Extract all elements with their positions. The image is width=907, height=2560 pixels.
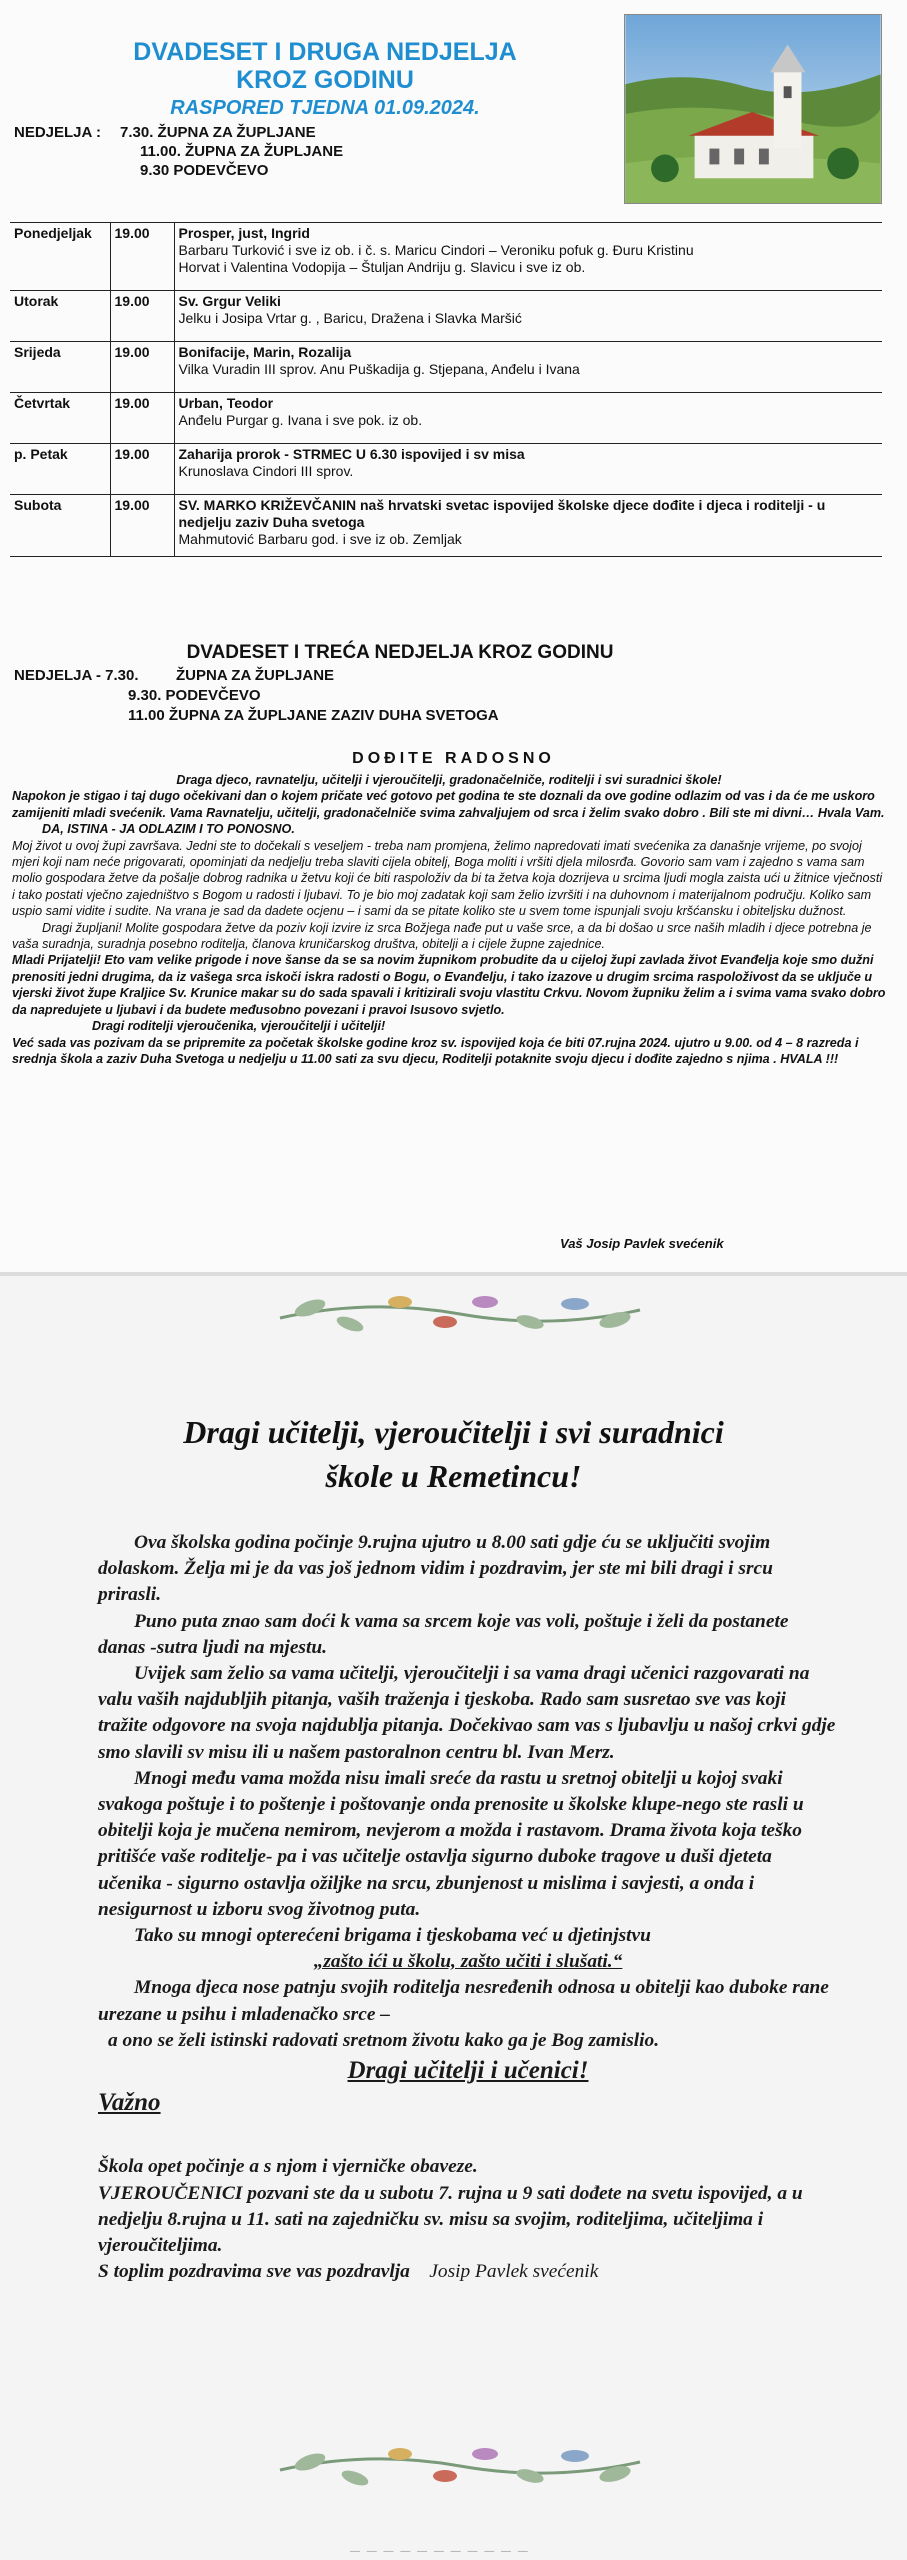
table-row (10, 290, 882, 341)
letter2-title-line-2: škole u Remetincu! (325, 1458, 582, 1494)
next-week-mass-row (14, 666, 334, 685)
saints-of-day: SV. MARKO KRIŽEVČANIN naš hrvatski svetac ispovijed školske djece dođite i djeca i roditelji - u nedjelju zaziv Duha svetoga (178, 496, 826, 530)
saints-of-day: Prosper, just, Ingrid (178, 224, 310, 241)
letter2-signature: Josip Pavlek svećenik (429, 2261, 599, 2283)
mass-intention: Horvat i Valentina Vodopija – Štuljan Andriju g. Slavicu i sve iz ob. (178, 258, 586, 275)
header-title-line-2: KROZ GODINU (236, 66, 414, 94)
time-cell: 19.00 (110, 341, 174, 392)
farewell-letter (12, 772, 886, 1067)
letter-paragraph: Već sada vas pozivam da se pripremite za početak školske godine kroz sv. ispovijed koja će biti 07.rujna 2024. ujutro u 9.00. od 4 – 8 razreda i srednja škola a zaziv Duha Svetoga u nedjelju u 11.00 sati za svu djecu, Roditelji potaknite svoju djecu i dođite zajedno s njima . HVALA !!! (12, 1035, 859, 1066)
table-row (10, 443, 882, 494)
sunday-label: NEDJELJA : (14, 124, 101, 141)
intentions-cell (174, 341, 882, 392)
weekly-schedule-table (10, 204, 882, 557)
letter-paragraph: Tako su mnogi opterećeni brigama i tjeskobama već u djetinjstvu (134, 1925, 651, 1947)
intentions-cell (174, 290, 882, 341)
letter-paragraph: Dragi roditelji vjeroučenika, vjeroučitelji i učitelji! (92, 1019, 386, 1034)
time-cell: 19.00 (110, 443, 174, 494)
next-week-label: NEDJELJA - 7.30. (14, 667, 139, 684)
letter-paragraph: a ono se želi istinski radovati sretnom životu kako ga je Bog zamislio. (108, 2029, 660, 2051)
sunday-mass-3: 9.30 PODEVČEVO (140, 162, 269, 179)
saints-of-day: Zaharija prorok - STRMEC U 6.30 ispovijed i sv misa (178, 445, 525, 462)
intentions-cell (174, 494, 882, 556)
closing-text: S toplim pozdravima sve vas pozdravlja (98, 2261, 410, 2283)
letter-signature: Vaš Josip Pavlek svećenik (560, 1236, 724, 1251)
letter-paragraph: Napokon je stigao i taj dugo očekivani dan o kojem pričate već gotovo pet godina te ste doznali da ove godine odlazim od vas i da će me uskoro zamijeniti mladi svećenik. Vama Ravnatelju, učitelji, gradonačelniče svima zahvaljujem od srca i želim svako dobro . Bili ste mi divni… Hvala Vam. (12, 789, 885, 820)
letter-paragraph: Mnogi među vama možda nisu imali sreće da rastu u sretnoj obitelji u kojoj svaki svakoga poštuje i to poštenje i poštovanje onda prenosite u školske klupe-nego ste rasli u obitelji koja je mučena nemirom, nevjerom a možda i rastavom. Drama života koja teško pritišće vaše roditelje- pa i vas učitelje ostavlja sigurno duboke tragove u duši djeteta učenika - sigurno ostavlja ožiljke na srcu, zbunjenost u mislima i savjesti, a onda i nesigurnost u izboru svog životnog puta. (98, 1767, 804, 1920)
intentions-cell (174, 443, 882, 494)
sunday-mass-row (14, 123, 316, 142)
sunday-mass-1: 7.30. ŽUPNA ZA ŽUPLJANE (120, 124, 316, 141)
letter-salutation: Dragi učitelji i učenici! (347, 2057, 589, 2085)
next-week-mass-3: 11.00 ŽUPNA ZA ŽUPLJANE ZAZIV DUHA SVETOGA (128, 707, 499, 724)
letter-paragraph: Škola opet počinje a s njom i vjerničke obaveze. (98, 2156, 478, 2178)
mass-intention: Barbaru Turković i sve iz ob. i č. s. Maricu Cindori – Veroniku pofuk g. Đuru Kristinu (178, 241, 694, 258)
table-row (10, 222, 882, 290)
letter-paragraph: DA, ISTINA - JA ODLAZIM I TO PONOSNO. (42, 822, 295, 837)
day-cell: Ponedjeljak (10, 222, 110, 290)
letter-greeting: Draga djeco, ravnatelju, učitelji i vjeroučitelji, gradonačelniče, roditelji i svi suradnici škole! (176, 773, 722, 787)
saints-of-day: Urban, Teodor (178, 394, 274, 411)
letter-paragraph: Mnoga djeca nose patnju svojih roditelja nesređenih odnosa u obitelji kao duboke rane urezane u psihu i mladenačko srce – (98, 1977, 829, 2025)
floral-ornament-icon (270, 2440, 650, 2492)
time-cell: 19.00 (110, 222, 174, 290)
mass-intention: Krunoslava Cindori III sprov. (178, 462, 354, 479)
mass-intention: Jelku i Josipa Vrtar g. , Baricu, Dražena i Slavka Maršić (178, 309, 522, 326)
letter-paragraph: Puno puta znao sam doći k vama sa srcem koje vas voli, poštuje i želi da postanete danas -sutra ljudi na mjestu. (98, 1610, 789, 1658)
header-schedule-date: RASPORED TJEDNA 01.09.2024. (170, 97, 480, 119)
mass-intention: Mahmutović Barbaru god. i sve iz ob. Zemljak (178, 530, 462, 547)
letter-paragraph: Moj život u ovoj župi završava. Jedni ste to dočekali s veseljem - treba nam promjena, želimo napredovati imati svećenika za današnje vrijeme, po svojoj mjeri koji nam neće prigovarati, opominjati da nedjelju treba slaviti cijela obitelj, Boga moliti i vršiti djela milosrđa. Govorio sam vam i zajedno s vama sam molio gospodara žetve da pošalje dobrog radnika u žetvu koji će biti raspoloživ da bi ta žetva koja dozrijeva u srcima ljudi mogla zaista ući u žitnice vječnosti i tako postati vječno zajedništvo s Bogom u radosti i ljubavi. To je bio moj zadatak koji sam želio izvršiti i na duhovnom i materijalnom području. Koliko sam uspio sami vidite i sudite. Na vrana je sad da dadete ocjenu – i sami da se pitate koliko ste u svem tome ispunjali svoju kršćansku i obiteljsku dužnost. (12, 838, 883, 919)
time-cell: 19.00 (110, 494, 174, 556)
sunday-mass-2: 11.00. ŽUPNA ZA ŽUPLJANE (140, 143, 344, 160)
day-cell: Četvrtak (10, 392, 110, 443)
bulletin-page-1 (0, 0, 907, 1272)
table-row (10, 341, 882, 392)
next-week-mass-2: 9.30. PODEVČEVO (128, 687, 261, 704)
letter-paragraph: VJEROUČENICI pozvani ste da u subotu 7. rujna u 9 sati dođete na svetu ispovijed, a u nedjelju 8.rujna u 11. sati na zajedničku sv. misu sa svojim, roditeljima, učiteljima i vjeroučiteljima. (98, 2182, 803, 2257)
letter-closing (98, 2259, 838, 2285)
header-title-line-1: DVADESET I DRUGA NEDJELJA (133, 38, 517, 66)
mass-intention: Anđelu Purgar g. Ivana i sve pok. iz ob. (178, 411, 423, 428)
saints-of-day: Sv. Grgur Veliki (178, 292, 281, 309)
important-heading: Važno (98, 2089, 161, 2117)
letter-paragraph: Ova školska godina počinje 9.rujna ujutro u 8.00 sati gdje ću se uključiti svojim dolaskom. Želja mi je da vas još jednom vidim i pozdravim, jer ste mi bili dragi i srcu prirasli. (98, 1532, 773, 1606)
next-week-title: DVADESET I TREĆA NEDJELJA KROZ GODINU (186, 642, 614, 663)
letter-title: DOĐITE RADOSNO (352, 750, 555, 767)
letter-quote: „zašto ići u školu, zašto učiti i slušati.“ (313, 1951, 623, 1973)
letter2-title-line-1: Dragi učitelji, vjeroučitelji i svi suradnici (183, 1414, 724, 1450)
intentions-cell (174, 222, 882, 290)
table-row (10, 392, 882, 443)
footer-text: — — — — — — — — — — — (350, 2546, 530, 2557)
church-photo (624, 14, 882, 204)
letter-paragraph: Dragi župljani! Molite gospodara žetve da poziv koji izvire iz srca Božjega nađe put u vaše srce, a da bi došao u srce naših mladih i djece potrebna je vaša suradnja, suradnja posebno roditelja, članova kruničarskog društva, obitelji a i cijele župne zajednice. (12, 920, 872, 952)
teachers-letter (98, 1530, 838, 2285)
letter-paragraph: Mladi Prijatelji! Eto vam velike prigode i nove šanse da se sa novim župnikom probudite da u cijeloj župi zavlada život Evanđelja koje smo dužni prenositi jedni drugima, da iz vašega srca iskoči iskra radosti o Bogu, o Evanđelju, i tako izazove u drugim srcima raspoloživost da se uključe u vjerski život župe Kraljice Sv. Krunice makar su do sada spavali i kritizirali svoju vlastitu Crkvu. Novom župniku želim a i svima vama svako dobro da napredujete u ljubavi i da budete međusobno povezani i pravoi Isusovo svjetlo. (12, 953, 886, 1017)
time-cell: 19.00 (110, 392, 174, 443)
day-cell: Srijeda (10, 341, 110, 392)
next-week-mass-1: ŽUPNA ZA ŽUPLJANE (176, 667, 335, 684)
table-row (10, 494, 882, 556)
floral-ornament-icon (270, 1288, 650, 1336)
time-cell: 19.00 (110, 290, 174, 341)
day-cell: Subota (10, 494, 110, 556)
intentions-cell (174, 392, 882, 443)
day-cell: Utorak (10, 290, 110, 341)
saints-of-day: Bonifacije, Marin, Rozalija (178, 343, 352, 360)
mass-intention: Vilka Vuradin III sprov. Anu Puškadija g. Stjepana, Anđelu i Ivana (178, 360, 580, 377)
day-cell: p. Petak (10, 443, 110, 494)
letter-paragraph: Uvijek sam želio sa vama učitelji, vjeroučitelji i sa vama dragi učenici razgovarati na valu vaših najdubljih pitanja, vaših traženja i tjeskoba. Rado sam susretao sve vas koji tražite odgovore na svoja najdublja pitanja. Dočekivao sam vas s ljubavlju u našoj crkvi gdje smo slavili sv misu ili u našem pastoralnon centru bl. Ivan Merz. (98, 1663, 836, 1763)
